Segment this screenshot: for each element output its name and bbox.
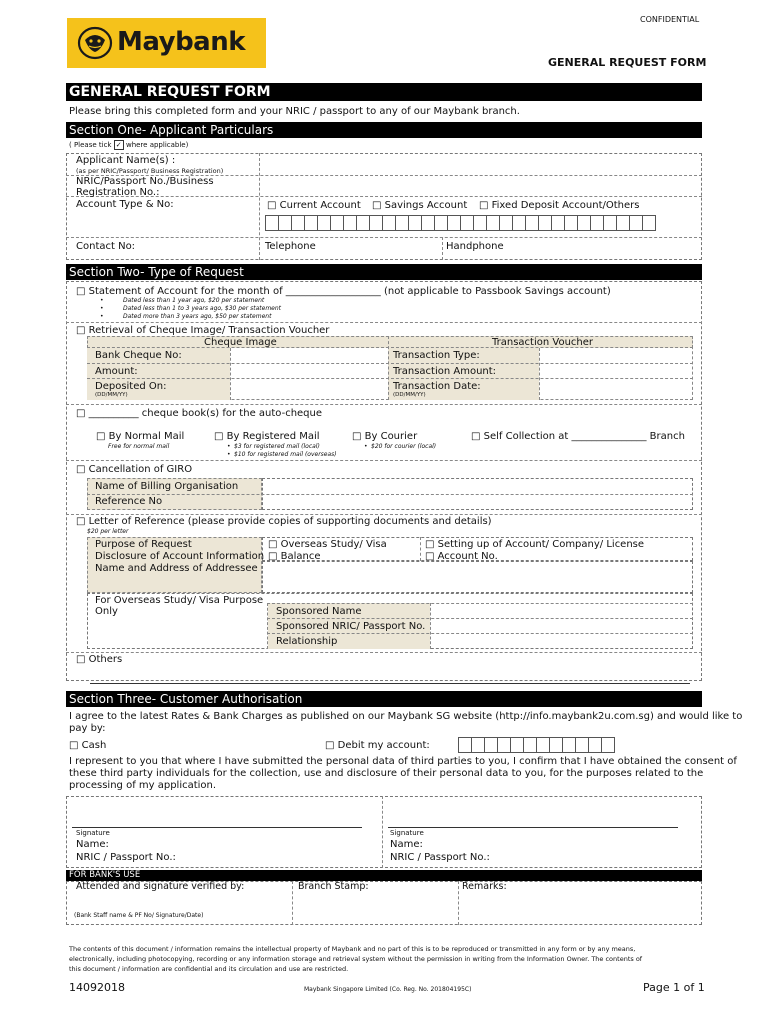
tick-note [69, 140, 188, 150]
name-label-1: Name: [76, 839, 109, 850]
giro-checkbox[interactable]: □ Cancellation of GIRO [76, 464, 193, 475]
nric-label-line2: Registration No.: [76, 187, 160, 198]
reference-no-label: Reference No [95, 496, 163, 507]
relationship-label: Relationship [276, 636, 338, 647]
company-reg: Maybank Singapore Limited (Co. Reg. No. 201804195C) [304, 986, 472, 993]
staff-note: (Bank Staff name & PF No/ Signature/Date) [74, 912, 204, 919]
billing-org-label: Name of Billing Organisation [95, 481, 239, 492]
sponsored-nric-label: Sponsored NRIC/ Passport No. [276, 621, 426, 632]
bank-use-bar: FOR BANK'S USE [66, 870, 702, 881]
signature-field-2[interactable] [386, 800, 698, 826]
signature-label-1: Signature [76, 829, 110, 837]
form-code: 14092018 [69, 981, 125, 994]
disclaimer-1: The contents of this document / information remains the intellectual property of Maybank and no part of this is to be reproduced or transmitted in any form or by any means, [69, 945, 636, 953]
current-account-checkbox[interactable]: □ Current Account [267, 200, 361, 211]
transaction-type-label: Transaction Type: [393, 350, 480, 361]
statement-fee-3: Dated more than 3 years ago, $50 per statement [123, 313, 272, 320]
statement-fee-1: Dated less than 1 year ago, $20 per statement [123, 297, 265, 304]
setting-up-checkbox[interactable]: □ Setting up of Account/ Company/ License [425, 539, 645, 550]
registered-mail-option[interactable]: □ By Registered Mail [214, 431, 320, 442]
fixed-deposit-checkbox[interactable]: □ Fixed Deposit Account/Others [479, 200, 640, 211]
tiger-icon [77, 26, 113, 60]
date-format-hint-2: (DD/MM/YY) [393, 392, 426, 398]
self-collection-option[interactable]: □ Self Collection at _______________ Branch [471, 431, 685, 442]
section-two-bar: Section Two- Type of Request [66, 264, 702, 280]
chequebook-checkbox[interactable]: □ __________ cheque book(s) for the auto-cheque [76, 408, 323, 419]
nric-passport-label-2: NRIC / Passport No.: [390, 852, 490, 863]
debit-checkbox[interactable]: □ Debit my account: [325, 740, 430, 751]
reg-mail-fee-overseas: $10 for registered mail (overseas) [234, 451, 337, 458]
agree-text-2: pay by: [69, 723, 106, 734]
form-title-right: GENERAL REQUEST FORM [548, 56, 707, 69]
section-one-bar: Section One- Applicant Particulars [66, 122, 702, 138]
others-field-line[interactable] [90, 683, 690, 684]
addressee-field[interactable] [262, 561, 693, 593]
letter-fee: $20 per letter [87, 528, 129, 535]
debit-account-grid[interactable] [458, 737, 614, 757]
maybank-logo [67, 18, 266, 68]
branch-stamp-label: Branch Stamp: [298, 881, 369, 892]
overseas-purpose-label-1: For Overseas Study/ Visa Purpose [95, 595, 264, 606]
date-format-hint-1: (DD/MM/YY) [95, 392, 128, 398]
contact-label: Contact No: [76, 241, 136, 252]
disclosure-label: Disclosure of Account Information [95, 551, 265, 562]
signature-field-1[interactable] [70, 800, 378, 826]
transaction-date-label: Transaction Date: [393, 381, 481, 392]
handphone-field[interactable]: Handphone [446, 241, 504, 252]
statement-checkbox[interactable]: □ Statement of Account for the month of ___________________ (not applicable to Passbook Savings account) [76, 286, 611, 297]
savings-account-checkbox[interactable]: □ Savings Account [372, 200, 468, 211]
tick-note-pre: ( Please tick [69, 141, 112, 149]
transaction-amount-label: Transaction Amount: [393, 366, 497, 377]
retrieval-checkbox[interactable]: □ Retrieval of Cheque Image/ Transaction Voucher [76, 325, 330, 336]
represent-text-3: processing of my application. [69, 780, 217, 791]
intro-text: Please bring this completed form and your NRIC / passport to any of our Maybank branch. [69, 106, 520, 117]
agree-text-1: I agree to the latest Rates & Bank Charges as published on our Maybank SG website (http://info.maybank2u.com.sg) and would like to [69, 711, 743, 722]
reg-mail-fee-local: $3 for registered mail (local) [234, 443, 320, 450]
sponsored-name-label: Sponsored Name [276, 606, 362, 617]
account-no-checkbox[interactable]: □ Account No. [425, 551, 498, 562]
tick-note-post: where applicable) [125, 141, 189, 149]
disclaimer-2: electronically, including photocopying, recording or any information storage and retrieval system without the permission in writing from the Information Owner. The contents of [69, 955, 643, 963]
nric-label-line1: NRIC/Passport No./Business [76, 176, 214, 187]
transaction-voucher-header: Transaction Voucher [492, 337, 594, 348]
cheque-image-header: Cheque Image [204, 337, 277, 348]
applicant-name-label: Applicant Name(s) : [76, 155, 176, 166]
cash-checkbox[interactable]: □ Cash [69, 740, 107, 751]
nric-passport-label-1: NRIC / Passport No.: [76, 852, 176, 863]
nric-field[interactable] [261, 177, 699, 195]
overseas-study-checkbox[interactable]: □ Overseas Study/ Visa [268, 539, 387, 550]
telephone-field[interactable]: Telephone [265, 241, 316, 252]
balance-checkbox[interactable]: □ Balance [268, 551, 321, 562]
others-checkbox[interactable]: □ Others [76, 654, 123, 665]
normal-mail-fee: Free for normal mail [108, 443, 170, 450]
checkmark-icon: ✓ [114, 140, 124, 150]
addressee-label: Name and Address of Addressee [95, 563, 258, 574]
account-type-label: Account Type & No: [76, 199, 174, 210]
normal-mail-option[interactable]: □ By Normal Mail [96, 431, 185, 442]
amount-label: Amount: [95, 366, 138, 377]
applicant-name-sublabel: (as per NRIC/Passport/ Business Registration) [76, 167, 224, 175]
confidential-label: CONFIDENTIAL [640, 15, 700, 24]
overseas-purpose-label-2: Only [95, 606, 118, 617]
disclaimer-3: this document / information are confidential and its circulation and use are restricted. [69, 965, 349, 973]
statement-fee-2: Dated less than 1 to 3 years ago, $30 per statement [123, 305, 282, 312]
represent-text-1: I represent to you that where I have submitted the personal data of third parties to you, I confirm that I have obtained the consent of [69, 756, 737, 767]
remarks-label: Remarks: [462, 881, 507, 892]
form-title-bar: GENERAL REQUEST FORM [66, 83, 702, 101]
applicant-name-field[interactable] [261, 155, 699, 174]
section-three-bar: Section Three- Customer Authorisation [66, 691, 702, 707]
signature-label-2: Signature [390, 829, 424, 837]
attended-label: Attended and signature verified by: [76, 881, 245, 892]
deposited-on-label: Deposited On: [95, 381, 167, 392]
bank-cheque-no-label: Bank Cheque No: [95, 350, 182, 361]
courier-fee: $20 for courier (local) [371, 443, 437, 450]
courier-option[interactable]: □ By Courier [352, 431, 418, 442]
page-number: Page 1 of 1 [643, 981, 705, 994]
name-label-2: Name: [390, 839, 423, 850]
logo-wordmark: Maybank [117, 27, 246, 57]
represent-text-2: these third party individuals for the collection, use and disclosure of their personal data to you, for the purposes related to the [69, 768, 704, 779]
purpose-label: Purpose of Request [95, 539, 192, 550]
letter-reference-checkbox[interactable]: □ Letter of Reference (please provide copies of supporting documents and details) [76, 516, 492, 527]
account-number-grid[interactable] [265, 215, 655, 235]
